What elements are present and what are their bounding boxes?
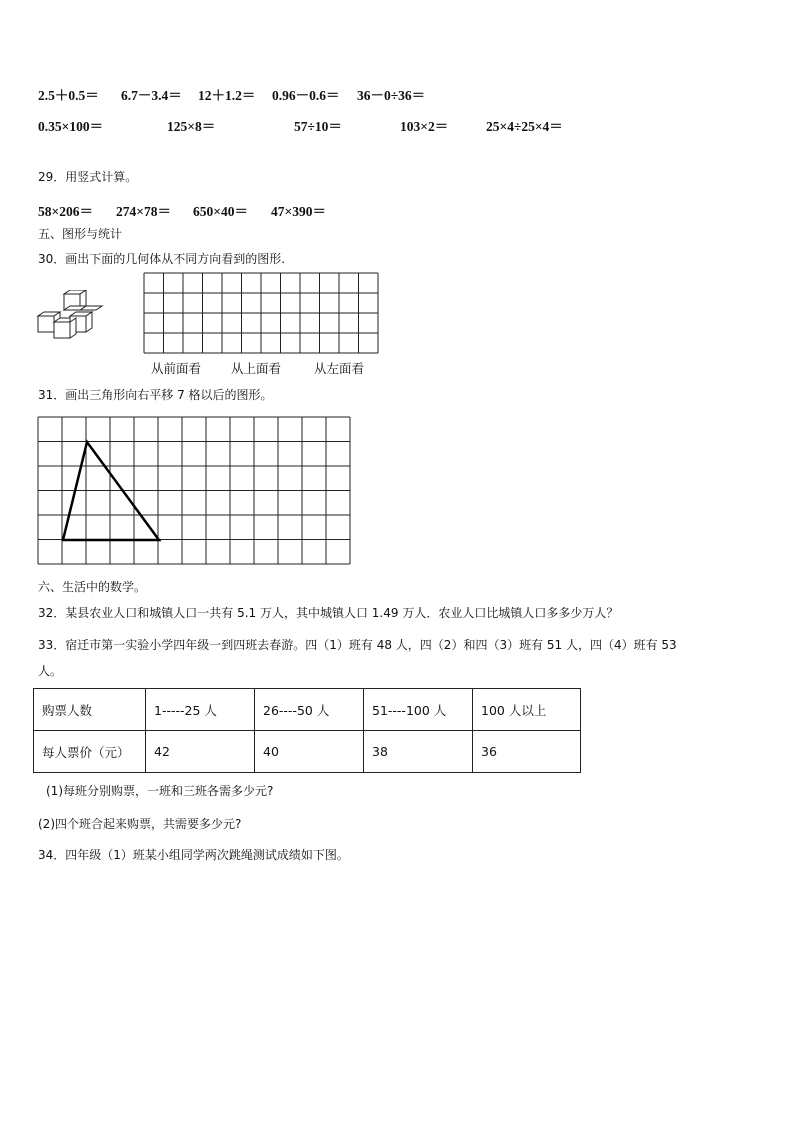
calc-item: 25×4÷25×4＝: [486, 119, 563, 134]
table-row: [34, 731, 581, 773]
table-cell: 1-----25 人: [146, 689, 255, 731]
q32-text: 32．某县农业人口和城镇人口一共有 5.1 万人，其中城镇人口 1.49 万人．农业人口比城镇人口多多少万人？: [38, 606, 619, 620]
table-cell: 购票人数: [34, 689, 146, 731]
table-cell: 26----50 人: [255, 689, 364, 731]
table-cell: 每人票价（元）: [34, 731, 146, 773]
q34-text: 34．四年级（1）班某小组同学两次跳绳测试成绩如下图。: [38, 848, 349, 862]
q30-title: 30．画出下面的几何体从不同方向看到的图形.: [38, 252, 286, 266]
calc-item: 0.35×100＝: [38, 119, 104, 134]
q30-drawing-grid: [143, 272, 383, 356]
calc-item: 57÷10＝: [294, 119, 342, 134]
section-heading-6: 六、生活中的数学。: [38, 580, 147, 594]
table-cell: 51----100 人: [364, 689, 473, 731]
q33-sub-question-1: (1)每班分别购票，一班和三班各需多少元?: [46, 784, 274, 798]
calc-item: 125×8＝: [167, 119, 216, 134]
vertical-calc-item: 58×206＝: [38, 204, 93, 219]
table-row: [34, 689, 581, 731]
cube-solid-figure: [36, 290, 108, 346]
q33-text-line2: 人。: [38, 664, 63, 678]
table-cell: 42: [146, 731, 255, 773]
calc-item: 0.96－0.6＝: [272, 88, 340, 103]
vertical-calc-item: 650×40＝: [193, 204, 248, 219]
q31-title: 31．画出三角形向右平移 7 格以后的图形。: [38, 388, 273, 402]
ticket-price-table: [33, 688, 581, 773]
calc-item: 103×2＝: [400, 119, 449, 134]
calc-item: 6.7－3.4＝: [121, 88, 182, 103]
view-label-top: 从上面看: [231, 361, 282, 376]
q31-triangle-grid: [37, 416, 353, 568]
calc-item: 36－0÷36＝: [357, 88, 426, 103]
table-cell: 100 人以上: [473, 689, 581, 731]
vertical-calc-item: 274×78＝: [116, 204, 171, 219]
table-cell: 40: [255, 731, 364, 773]
table-cell: 38: [364, 731, 473, 773]
q33-sub-question-2: (2)四个班合起来购票，共需要多少元?: [38, 817, 242, 831]
table-cell: 36: [473, 731, 581, 773]
calc-item: 2.5＋0.5＝: [38, 88, 99, 103]
q33-text-line1: 33．宿迁市第一实验小学四年级一到四班去春游。四（1）班有 48 人，四（2）和四（3）班有 51 人，四（4）班有 53: [38, 638, 677, 652]
view-label-front: 从前面看: [151, 361, 202, 376]
view-label-left: 从左面看: [314, 361, 365, 376]
vertical-calc-item: 47×390＝: [271, 204, 326, 219]
calc-item: 12＋1.2＝: [198, 88, 256, 103]
section-heading-5: 五、图形与统计: [38, 227, 123, 241]
q29-title: 29．用竖式计算。: [38, 170, 138, 184]
